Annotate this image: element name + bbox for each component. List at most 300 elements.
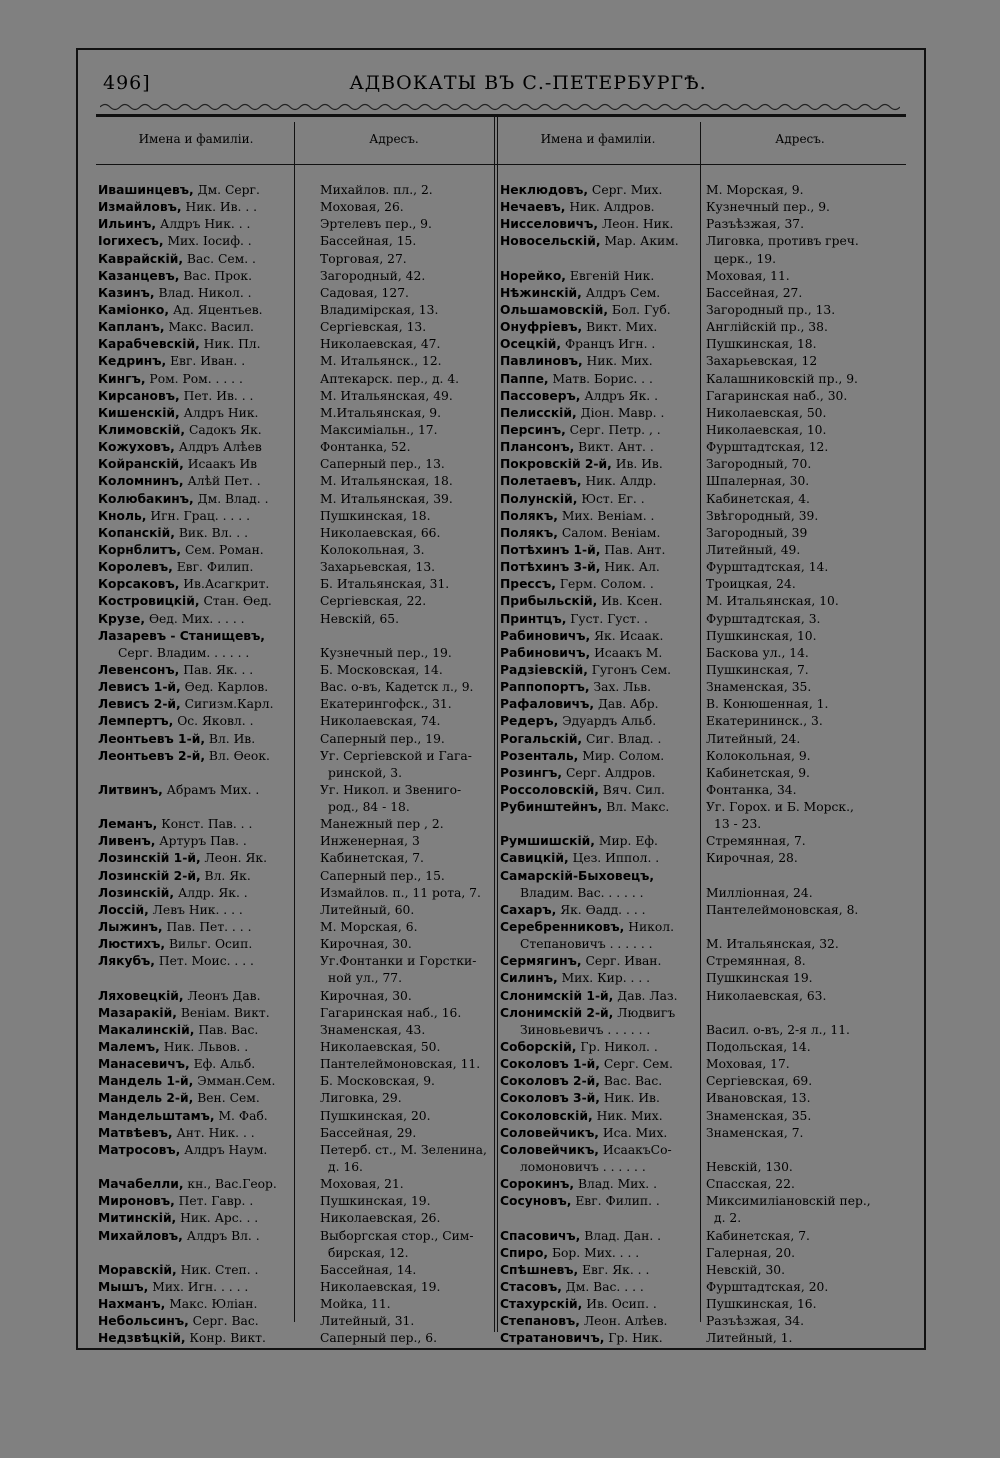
directory-entry bbox=[500, 559, 904, 576]
entry-name bbox=[98, 1073, 316, 1090]
entry-name bbox=[500, 182, 702, 199]
entry-address: Миксимиліановскій пер., bbox=[706, 1194, 871, 1209]
entry-address: Кузнечный пер., 9. bbox=[706, 200, 830, 215]
entry-name bbox=[500, 782, 702, 799]
entry-surname: Покровскій 2-й, bbox=[500, 457, 612, 472]
entry-surname: Полетаевъ, bbox=[500, 474, 582, 489]
entry-address: Троицкая, 24. bbox=[706, 577, 796, 592]
entry-initials: Алдръ Сем. bbox=[581, 285, 661, 300]
entry-name bbox=[500, 388, 702, 405]
entry-address: род., 84 - 18. bbox=[328, 800, 410, 815]
entry-initials: Ник. Мих. bbox=[592, 1108, 663, 1123]
entry-initials: Эмман.Сем. bbox=[193, 1074, 276, 1089]
entry-name bbox=[98, 1090, 316, 1107]
directory-entry bbox=[500, 645, 904, 662]
entry-name bbox=[98, 799, 316, 816]
directory-entry bbox=[500, 748, 904, 765]
entry-surname: Рафаловичъ, bbox=[500, 697, 595, 712]
entry-address: Николаевская, 74. bbox=[320, 714, 441, 729]
entry-surname: Левисъ 1-й, bbox=[98, 680, 181, 695]
entry-initials: Вл. Ѳеок. bbox=[205, 748, 270, 763]
entry-surname: Рабиновичъ, bbox=[500, 628, 591, 643]
directory-entry bbox=[98, 1228, 528, 1245]
entry-name bbox=[500, 1005, 702, 1022]
directory-entry bbox=[500, 765, 904, 782]
entry-address: Знаменская, 7. bbox=[706, 1125, 804, 1140]
entry-name bbox=[98, 1279, 316, 1296]
entry-name bbox=[500, 1330, 702, 1347]
entry-surname: Ивашинцевъ, bbox=[98, 183, 194, 197]
entry-address: Разъѣзжая, 34. bbox=[706, 1314, 805, 1329]
entry-surname: Мандель 2-й, bbox=[98, 1091, 194, 1106]
entry-name bbox=[98, 1210, 316, 1227]
entry-surname: Мазаракій, bbox=[98, 1005, 177, 1020]
entry-initials: Ад. Яцентьев. bbox=[169, 302, 263, 317]
entry-surname: Костровицкій, bbox=[98, 594, 200, 609]
directory-entry bbox=[500, 1279, 904, 1296]
entry-address: Измайлов. п., 11 рота, 7. bbox=[320, 885, 481, 900]
directory-entry bbox=[500, 199, 904, 216]
entry-surname: Онуфріевъ, bbox=[500, 320, 583, 335]
entry-address: М. Итальянская, 18. bbox=[320, 474, 453, 489]
entry-address: Максиміальн., 17. bbox=[320, 422, 438, 437]
entry-name bbox=[98, 216, 316, 233]
entry-address: Моховая, 21. bbox=[320, 1177, 404, 1192]
entry-name bbox=[98, 988, 316, 1005]
entry-initials: Ос. Яковл. . bbox=[173, 714, 254, 729]
directory-entry bbox=[98, 336, 528, 353]
entry-name bbox=[98, 285, 316, 302]
entry-initials: Дм. Вас. . . . bbox=[561, 1280, 644, 1294]
entry-name bbox=[500, 765, 702, 782]
entry-name bbox=[98, 371, 316, 388]
entry-initials: Артуръ Пав. . bbox=[155, 834, 247, 849]
entry-address: Пушкинская, 16. bbox=[706, 1297, 817, 1312]
entry-address: ринской, 3. bbox=[328, 765, 402, 780]
entry-address: Захарьевская, 13. bbox=[320, 560, 436, 575]
entry-surname: Корсаковъ, bbox=[98, 577, 180, 592]
entry-surname: Полунскій, bbox=[500, 491, 578, 506]
entry-surname: Митинскій, bbox=[98, 1211, 177, 1226]
directory-entry bbox=[500, 473, 904, 490]
entry-surname: Крузе, bbox=[98, 611, 146, 626]
entry-name bbox=[98, 748, 316, 765]
entry-address: Николаевская, 66. bbox=[320, 525, 441, 540]
directory-entry bbox=[98, 216, 528, 233]
entry-address: Пушкинская, 10. bbox=[706, 628, 817, 643]
directory-entry bbox=[98, 988, 528, 1005]
entry-initials: Викт. Ант. . bbox=[574, 440, 654, 455]
entry-address: Торговая, 27. bbox=[320, 251, 407, 266]
entry-address: Пушкинская, 18. bbox=[706, 337, 817, 352]
directory-entry bbox=[500, 593, 904, 610]
entry-address: Мойка, 11. bbox=[320, 1297, 391, 1312]
directory-entry bbox=[500, 1193, 904, 1210]
entry-initials: Еф. Альб. bbox=[189, 1057, 256, 1072]
entry-address: Сергіевская, 22. bbox=[320, 594, 427, 609]
entry-address: Стремянная, 7. bbox=[706, 834, 806, 849]
entry-address: Инженерная, 3 bbox=[320, 834, 420, 849]
entry-surname: Стасовъ, bbox=[500, 1280, 562, 1294]
entry-initials: Ник. Ив. . . bbox=[181, 200, 258, 215]
directory-entry bbox=[500, 988, 904, 1005]
entry-address: Загородный, 42. bbox=[320, 268, 426, 283]
directory-entry bbox=[500, 1210, 904, 1227]
page-bottom-rule bbox=[78, 1348, 924, 1350]
entry-initials: Леон. Ник. bbox=[598, 217, 674, 232]
entry-address: М.Итальянская, 9. bbox=[320, 405, 442, 420]
entry-address: М. Итальянск., 12. bbox=[320, 354, 442, 369]
directory-entry bbox=[98, 816, 528, 833]
entry-address: Баскова ул., 14. bbox=[706, 645, 809, 660]
directory-entry bbox=[98, 782, 528, 799]
entry-surname: Литвинъ, bbox=[98, 782, 163, 797]
entry-initials: Алдръ Ник. . . bbox=[156, 217, 251, 232]
directory-entry bbox=[500, 628, 904, 645]
entry-address: Кирочная, 30. bbox=[320, 988, 412, 1003]
entry-name bbox=[98, 713, 316, 730]
entry-name bbox=[98, 1159, 316, 1176]
entry-initials: Леон. Алѣев. bbox=[579, 1314, 668, 1329]
entry-initials: Эдуардъ Альб. bbox=[558, 714, 657, 729]
entry-surname: Нечаевъ, bbox=[500, 200, 566, 215]
entry-initials: Серг. Сем. bbox=[599, 1057, 673, 1072]
entry-initials: Матв. Борис. . . bbox=[548, 371, 653, 386]
entry-address: Пушкинская, 20. bbox=[320, 1108, 431, 1123]
entry-address: Манежный пер , 2. bbox=[320, 817, 444, 832]
entry-name bbox=[500, 576, 702, 593]
entry-initials: Ант. Ник. . . bbox=[172, 1125, 255, 1140]
directory-entry bbox=[98, 542, 528, 559]
directory-entry bbox=[500, 731, 904, 748]
entry-initials: Дм. Серг. bbox=[193, 183, 260, 197]
entry-name bbox=[500, 473, 702, 490]
directory-entry bbox=[98, 525, 528, 542]
entry-initials: Алдръ Алѣев bbox=[174, 440, 262, 455]
entry-name bbox=[500, 1073, 702, 1090]
entry-surname: Силинъ, bbox=[500, 971, 558, 986]
directory-entry bbox=[98, 1108, 528, 1125]
directory-entry bbox=[98, 611, 528, 628]
entry-address: Спасская, 22. bbox=[706, 1177, 795, 1192]
entry-name bbox=[98, 868, 316, 885]
entry-address: Б. Итальянская, 31. bbox=[320, 577, 450, 592]
entry-surname: Левисъ 2-й, bbox=[98, 697, 181, 712]
entry-name bbox=[98, 885, 316, 902]
directory-entry bbox=[98, 936, 528, 953]
entry-initials: Влад. Дан. . bbox=[580, 1228, 662, 1243]
directory-entry bbox=[98, 1245, 528, 1262]
directory-entry bbox=[500, 1039, 904, 1056]
entry-name bbox=[98, 1262, 316, 1279]
directory-entry bbox=[500, 868, 904, 885]
entry-name bbox=[98, 336, 316, 353]
entry-address: Пантелеймоновская, 11. bbox=[320, 1057, 481, 1072]
entry-surname: Ильинъ, bbox=[98, 217, 157, 232]
entry-address: 13 - 23. bbox=[714, 817, 762, 832]
ornamental-wave-rule bbox=[100, 102, 900, 112]
entry-initials: Ив. Ксен. bbox=[597, 594, 663, 609]
right-address-header: Адресъ. bbox=[775, 132, 825, 146]
directory-entry bbox=[500, 1245, 904, 1262]
entry-name bbox=[500, 628, 702, 645]
entry-surname: Леманъ, bbox=[98, 817, 158, 832]
entry-address: Николаевская, 50. bbox=[320, 1040, 441, 1055]
entry-surname: Казанцевъ, bbox=[98, 268, 180, 283]
entry-address: Шпалерная, 30. bbox=[706, 474, 810, 489]
entry-initials: Ив. Ив. bbox=[611, 457, 663, 472]
entry-address: Фонтанка, 34. bbox=[706, 782, 797, 797]
entry-initials: Макс. Юліан. bbox=[165, 1297, 258, 1312]
entry-initials: Вл. Як. bbox=[200, 868, 251, 883]
entry-address: Екатерингофск., 31. bbox=[320, 697, 452, 712]
directory-entry bbox=[98, 902, 528, 919]
entry-initials: Ив. Осип. . bbox=[582, 1297, 657, 1312]
entry-surname: Левенсонъ, bbox=[98, 662, 180, 677]
directory-entry bbox=[98, 1005, 528, 1022]
entry-initials: Ѳед. Мих. . . . . bbox=[145, 611, 245, 626]
entry-name bbox=[98, 1313, 316, 1330]
entry-address: Кабинетская, 7. bbox=[706, 1228, 810, 1243]
entry-address: Уг. Сергіевской и Гага- bbox=[320, 748, 472, 763]
directory-entry bbox=[500, 885, 904, 902]
entry-surname: Редеръ, bbox=[500, 714, 559, 729]
directory-entry bbox=[500, 970, 904, 987]
entry-address: Михайлов. пл., 2. bbox=[320, 183, 433, 197]
entry-address: Гагаринская наб., 16. bbox=[320, 1005, 462, 1020]
directory-entry bbox=[500, 268, 904, 285]
entry-name bbox=[98, 525, 316, 542]
directory-entry bbox=[98, 1125, 528, 1142]
entry-name bbox=[500, 199, 702, 216]
entry-initials: Сигизм.Карл. bbox=[180, 697, 274, 712]
entry-address: Невскій, 130. bbox=[706, 1160, 793, 1175]
directory-entry bbox=[98, 251, 528, 268]
entry-address: Саперный пер., 6. bbox=[320, 1331, 437, 1346]
entry-name bbox=[500, 816, 702, 833]
entry-initials: Ник. Арс. . . bbox=[176, 1211, 259, 1226]
entry-name bbox=[500, 799, 702, 816]
entry-initials: Мар. Аким. bbox=[600, 234, 679, 249]
entry-address: Вас. о-въ, Кадетск л., 9. bbox=[320, 680, 474, 695]
entry-initials: Вл. Макс. bbox=[602, 800, 670, 815]
entry-initials: Алдръ Ник. bbox=[179, 405, 259, 420]
entry-name bbox=[98, 456, 316, 473]
entry-surname: Нисселовичъ, bbox=[500, 217, 599, 232]
entry-name bbox=[500, 611, 702, 628]
entry-name bbox=[500, 868, 702, 885]
entry-name bbox=[98, 233, 316, 250]
directory-entry bbox=[500, 953, 904, 970]
entry-name bbox=[98, 765, 316, 782]
entry-name bbox=[500, 902, 702, 919]
entry-name bbox=[500, 970, 702, 987]
entry-name bbox=[98, 902, 316, 919]
entry-name bbox=[98, 850, 316, 867]
entry-name bbox=[500, 1039, 702, 1056]
entry-name bbox=[98, 662, 316, 679]
directory-entry bbox=[98, 593, 528, 610]
entry-initials: Пет. Гавр. . bbox=[174, 1194, 254, 1209]
entry-surname: Пассоверъ, bbox=[500, 388, 581, 403]
entry-surname: Кингъ, bbox=[98, 371, 146, 386]
entry-name bbox=[98, 1245, 316, 1262]
entry-name bbox=[98, 593, 316, 610]
entry-surname: Потѣхинъ 1-й, bbox=[500, 542, 601, 557]
entry-address bbox=[702, 868, 896, 885]
entry-surname: Малемъ, bbox=[98, 1040, 160, 1055]
directory-entry bbox=[98, 456, 528, 473]
entry-surname: Прибыльскій, bbox=[500, 594, 598, 609]
entry-surname: Пелисскій, bbox=[500, 405, 577, 420]
entry-name bbox=[98, 919, 316, 936]
entry-name bbox=[98, 936, 316, 953]
entry-surname: Соколовъ 2-й, bbox=[500, 1074, 600, 1089]
entry-name bbox=[98, 491, 316, 508]
entry-name bbox=[500, 919, 702, 936]
directory-entry bbox=[500, 1022, 904, 1039]
entry-initials: Сиг. Влад. . bbox=[582, 731, 662, 746]
entry-surname: Новосельскій, bbox=[500, 234, 601, 249]
entry-initials: Людвигъ bbox=[613, 1005, 676, 1020]
entry-address: Загородный, 70. bbox=[706, 457, 812, 472]
entry-surname: Спасовичъ, bbox=[500, 1228, 581, 1243]
entry-name bbox=[98, 782, 316, 799]
entry-address: Стремянная, 8. bbox=[706, 954, 806, 969]
entry-surname: Спѣшневъ, bbox=[500, 1262, 579, 1277]
directory-entry bbox=[500, 525, 904, 542]
entry-surname: Нахманъ, bbox=[98, 1297, 166, 1312]
directory-entry bbox=[98, 302, 528, 319]
entry-initials: Дав. Лаз. bbox=[613, 988, 678, 1003]
entry-surname: Мачабелли, bbox=[98, 1177, 184, 1192]
directory-entry bbox=[98, 1262, 528, 1279]
entry-name bbox=[500, 542, 702, 559]
directory-entry bbox=[500, 1073, 904, 1090]
entry-initials: Алдр. Як. . bbox=[174, 885, 248, 900]
directory-entry bbox=[98, 645, 528, 662]
entry-name bbox=[500, 748, 702, 765]
directory-entry bbox=[500, 576, 904, 593]
directory-entry bbox=[98, 576, 528, 593]
entry-address: Милліонная, 24. bbox=[706, 885, 813, 900]
directory-entry bbox=[500, 251, 904, 268]
directory-entry bbox=[500, 1125, 904, 1142]
entry-address: Бассейная, 14. bbox=[320, 1262, 417, 1277]
directory-entry bbox=[500, 1005, 904, 1022]
entry-initials: Макс. Васил. bbox=[164, 320, 254, 335]
entry-initials: Ник. Алдр. bbox=[581, 474, 657, 489]
directory-entry bbox=[98, 1193, 528, 1210]
directory-entry bbox=[98, 799, 528, 816]
entry-address: Б. Московская, 9. bbox=[320, 1074, 435, 1089]
directory-entry bbox=[98, 662, 528, 679]
entry-initials: Сем. Роман. bbox=[181, 542, 264, 557]
entry-initials: Игн. Грац. . . . . bbox=[146, 508, 250, 523]
directory-entry bbox=[98, 233, 528, 250]
entry-initials: Гугонъ Сем. bbox=[587, 662, 672, 677]
directory-entry bbox=[500, 902, 904, 919]
entry-address: Захарьевская, 12 bbox=[706, 354, 818, 369]
entry-initials: Дм. Влад. . bbox=[193, 491, 269, 506]
entry-initials: Вен. Сем. bbox=[193, 1091, 260, 1106]
entry-surname: Измайловъ, bbox=[98, 200, 182, 215]
entry-initials: Ром. Ром. . . . . bbox=[145, 371, 243, 386]
entry-surname: Нѣжинскій, bbox=[500, 285, 582, 300]
entry-initials: Евг. Филип. bbox=[172, 560, 254, 575]
entry-surname: Слонимскій 2-й, bbox=[500, 1005, 614, 1020]
directory-entry bbox=[98, 868, 528, 885]
entry-surname: Матвѣевъ, bbox=[98, 1125, 173, 1140]
directory-entry bbox=[500, 1108, 904, 1125]
entry-initials: Гр. Ник. bbox=[604, 1331, 663, 1346]
directory-entry bbox=[98, 628, 528, 645]
directory-entry bbox=[98, 1279, 528, 1296]
entry-initials: Зиновьевичъ . . . . . . bbox=[520, 1022, 651, 1037]
entry-surname: Неклюдовъ, bbox=[500, 183, 589, 197]
entry-name bbox=[98, 422, 316, 439]
entry-surname: Іогихесъ, bbox=[98, 234, 164, 249]
entry-initials: Евг. Иван. . bbox=[166, 354, 246, 369]
entry-name bbox=[98, 679, 316, 696]
directory-entry bbox=[500, 1228, 904, 1245]
directory-entry bbox=[98, 885, 528, 902]
entry-initials: Герм. Солом. . bbox=[555, 577, 654, 592]
directory-entry bbox=[500, 679, 904, 696]
entry-address: Фурштадтская, 3. bbox=[706, 611, 821, 626]
entry-name bbox=[500, 662, 702, 679]
entry-initials: Ник. Ал. bbox=[600, 560, 660, 575]
directory-entry bbox=[500, 936, 904, 953]
entry-initials: Мих. Кир. . . . bbox=[557, 971, 651, 986]
entry-initials: Юст. Ег. . bbox=[577, 491, 645, 506]
entry-name bbox=[500, 268, 702, 285]
entry-initials: Викт. Мих. bbox=[582, 320, 658, 335]
entry-surname: Капланъ, bbox=[98, 320, 165, 335]
entry-name bbox=[98, 1228, 316, 1245]
entry-initials: Конр. Викт. bbox=[185, 1331, 266, 1346]
entry-initials: Веніам. Викт. bbox=[176, 1005, 270, 1020]
entry-surname: Небольсинъ, bbox=[98, 1314, 189, 1329]
left-address-header: Адресъ. bbox=[369, 132, 419, 146]
entry-initials: Цез. Иппол. . bbox=[568, 851, 660, 866]
entry-address: В. Конюшенная, 1. bbox=[706, 697, 829, 712]
entry-surname: Недзвѣцкій, bbox=[98, 1331, 186, 1346]
entry-name bbox=[98, 268, 316, 285]
entry-name bbox=[500, 353, 702, 370]
entry-address bbox=[702, 1005, 896, 1022]
entry-address: д. 16. bbox=[328, 1160, 363, 1175]
entry-surname: Россоловскій, bbox=[500, 782, 599, 797]
entry-initials: Ив.Асагкрит. bbox=[179, 577, 270, 592]
entry-address: Невскій, 65. bbox=[320, 611, 399, 626]
entry-surname: Серебренниковъ, bbox=[500, 920, 625, 935]
entry-name bbox=[98, 1142, 316, 1159]
directory-entry bbox=[98, 1039, 528, 1056]
directory-entry bbox=[500, 371, 904, 388]
entry-address: Литейный, 60. bbox=[320, 902, 415, 917]
directory-entry bbox=[98, 285, 528, 302]
entry-address: Кабинетская, 4. bbox=[706, 491, 810, 506]
entry-address: Моховая, 17. bbox=[706, 1057, 790, 1072]
directory-entry bbox=[98, 1056, 528, 1073]
entry-address: Знаменская, 35. bbox=[706, 680, 812, 695]
directory-entry bbox=[500, 422, 904, 439]
entry-name bbox=[500, 1176, 702, 1193]
entry-initials: Ѳед. Карлов. bbox=[180, 680, 269, 695]
entry-initials: Ник. Ив. bbox=[599, 1091, 660, 1106]
entry-initials: Исаакъ М. bbox=[590, 645, 663, 660]
